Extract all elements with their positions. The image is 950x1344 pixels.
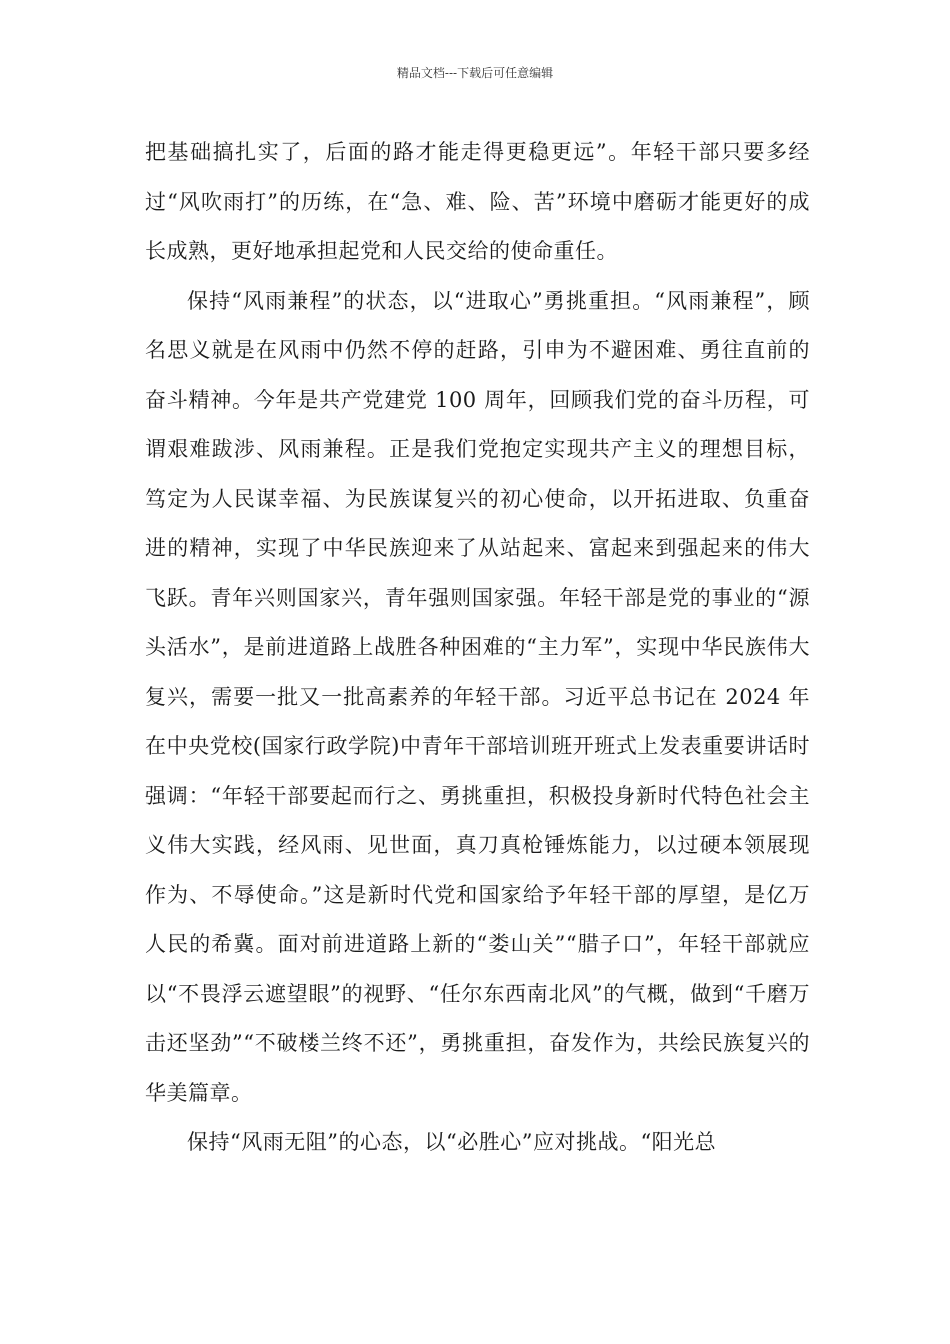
paragraph-continuation: 把基础搞扎实了，后面的路才能走得更稳更远”。年轻干部只要多经过“风吹雨打”的历练，在“急、难、险、苦”环境中磨砺才能更好的成长成熟，更好地承担起党和人民交给的使命重任。 [145, 140, 810, 263]
document-body [145, 128, 810, 1168]
page-header: 精品文档---下载后可任意编辑 [396, 66, 554, 80]
paragraph-fengyu-jiancheng: 保持“风雨兼程”的状态，以“进取心”勇挑重担。“风雨兼程”，顾名思义就是在风雨中仍然不停的赶路，引申为不避困难、勇往直前的奋斗精神。今年是共产党建党 100 周年，回顾我们党的奋斗历程，可谓艰难跋涉、风雨兼程。正是我们党抱定实现共产主义的理想目标，笃定为人民谋幸福、为民族谋复兴的初心使命，以开拓进取、负重奋进的精神，实现了中华民族迎来了从站起来、富起来到强起来的伟大飞跃。青年兴则国家兴，青年强则国家强。年轻干部是党的事业的“源头活水”，是前进道路上战胜各种困难的“主力军”，实现中华民族伟大复兴，需要一批又一批高素养的年轻干部。习近平总书记在 2024 年在中央党校(国家行政学院)中青年干部培训班开班式上发表重要讲话时强调：“年轻干部要起而行之、勇挑重担，积极投身新时代特色社会主义伟大实践，经风雨、见世面，真刀真枪锤炼能力，以过硬本领展现作为、不辱使命。”这是新时代党和国家给予年轻干部的厚望，是亿万人民的希冀。面对前进道路上新的“娄山关”“腊子口”，年轻干部就应以“不畏浮云遮望眼”的视野、“任尔东西南北风”的气概，做到“千磨万击还坚劲”“不破楼兰终不还”，勇挑重担，奋发作为，共绘民族复兴的华美篇章。 [145, 288, 810, 1105]
paragraph-fengyu-wuzu: 保持“风雨无阻”的心态，以“必胜心”应对挑战。“阳光总 [187, 1130, 717, 1154]
